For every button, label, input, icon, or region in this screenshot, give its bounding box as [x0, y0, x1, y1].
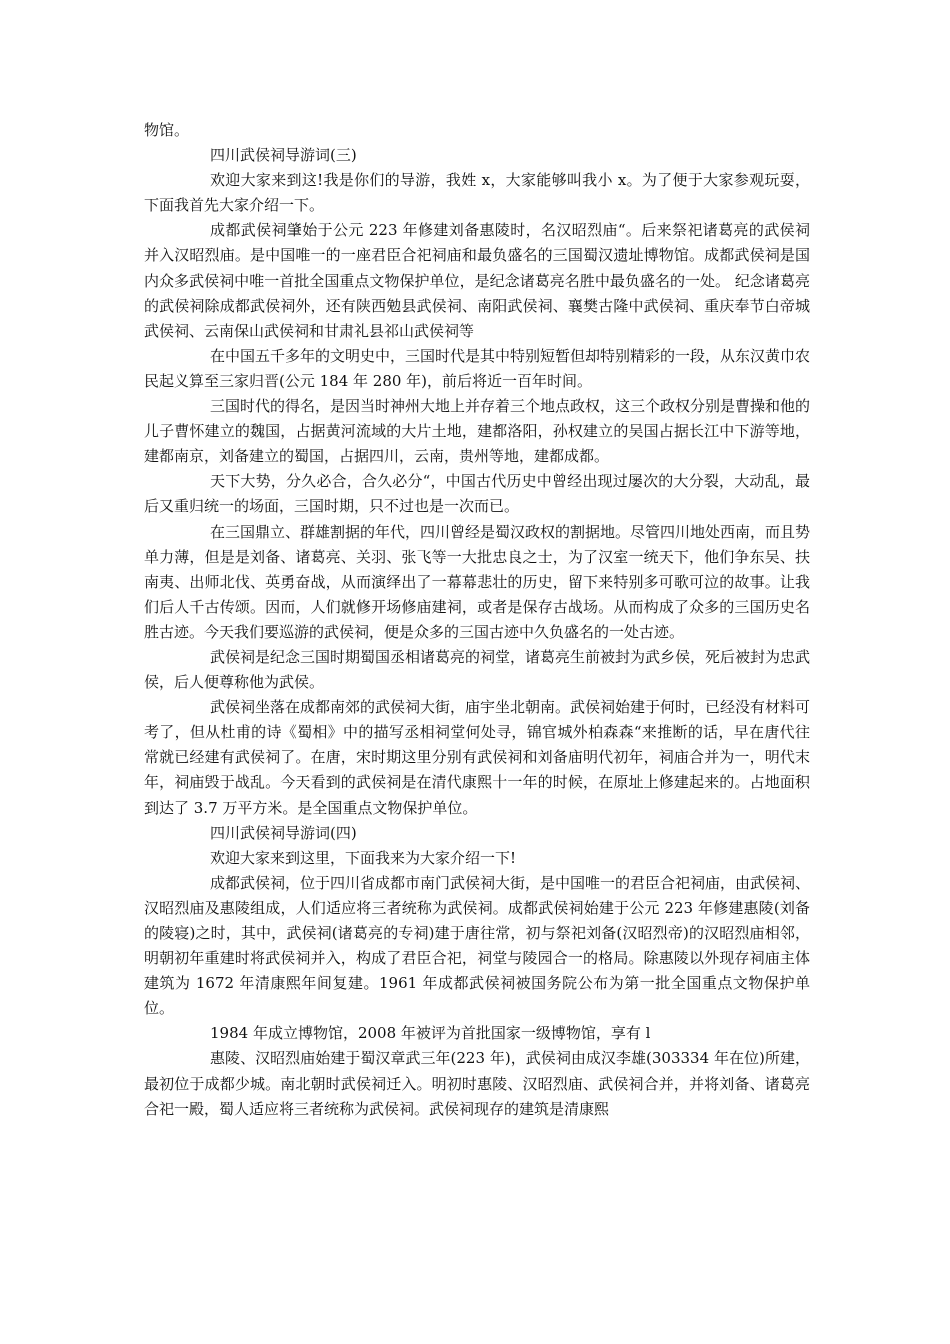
- document-body: [144, 118, 810, 1122]
- paragraph: 在中国五千多年的文明史中，三国时代是其中特别短暂但却特别精彩的一段，从东汉黄巾农民起义算至三家归晋(公元 184 年 280 年)，前后将近一百年时间。: [144, 346, 811, 390]
- paragraph: 成都武侯祠，位于四川省成都市南门武侯祠大街，是中国唯一的君臣合祀祠庙，由武侯祠、汉昭烈庙及惠陵组成，人们适应将三者统称为武侯祠。成都武侯祠始建于公元 223 年修建惠陵(刘备的陵寝)之时，其中，武侯祠(诸葛亮的专祠)建于唐往常，初与祭祀刘备(汉昭烈帝)的汉昭烈庙相邻，明朝初年重建时将武侯祠并入，构成了君臣合祀，祠堂与陵园合一的格局。除惠陵以外现存祠庙主体建筑为 1672 年清康熙年间复建。1961 年成都武侯祠被国务院公布为第一批全国重点文物保护单位。: [144, 873, 811, 1018]
- paragraph: 成都武侯祠肇始于公元 223 年修建刘备惠陵时，名汉昭烈庙“。后来祭祀诸葛亮的武侯祠并入汉昭烈庙。是中国唯一的一座君臣合祀祠庙和最负盛名的三国蜀汉遗址博物馆。成都武侯祠是国内众多武侯祠中唯一首批全国重点文物保护单位，是纪念诸葛亮名胜中最负盛名的一处。 纪念诸葛亮的武侯祠除成都武侯祠外，还有陕西勉县武侯祠、南阳武侯祠、襄樊古隆中武侯祠、重庆奉节白帝城武侯祠、云南保山武侯祠和甘肃礼县祁山武侯祠等: [144, 221, 810, 340]
- paragraph: 三国时代的得名，是因当时神州大地上并存着三个地点政权，这三个政权分别是曹操和他的儿子曹怀建立的魏国，占据黄河流域的大片土地，建都洛阳，孙权建立的吴国占据长江中下游等地，建都南京，刘备建立的蜀国，占据四川，云南，贵州等地，建都成都。: [144, 397, 811, 466]
- paragraph-continuation: 物馆。: [144, 121, 190, 139]
- paragraph: 惠陵、汉昭烈庙始建于蜀汉章武三年(223 年)，武侯祠由成汉李雄(303334 年在位)所建，最初位于成都少城。南北朝时武侯祠迁入。明初时惠陵、汉昭烈庙、武侯祠合并，并将刘备、诸葛亮合祀一殿，蜀人适应将三者统称为武侯祠。武侯祠现存的建筑是清康熙: [144, 1049, 810, 1118]
- paragraph: 1984 年成立博物馆，2008 年被评为首批国家一级博物馆，享有 l: [210, 1024, 651, 1043]
- paragraph: 在三国鼎立、群雄割据的年代，四川曾经是蜀汉政权的割据地。尽管四川地处西南，而且势单力薄，但是是刘备、诸葛亮、关羽、张飞等一大批忠良之士，为了汉室一统天下，他们争东吴、扶南夷、出师北伐、英勇奋战，从而演绎出了一幕幕悲壮的历史，留下来特别多可歌可泣的故事。让我们后人千古传颂。因而，人们就修开场修庙建祠，或者是保存古战场。从而构成了众多的三国历史名胜古迹。今天我们要巡游的武侯祠，便是众多的三国古迹中久负盛名的一处古迹。: [144, 522, 811, 641]
- section-heading-4: 四川武侯祠导游词(四): [210, 823, 357, 842]
- paragraph: 武侯祠是纪念三国时期蜀国丞相诸葛亮的祠堂，诸葛亮生前被封为武乡侯，死后被封为忠武侯，后人便尊称他为武侯。: [144, 647, 811, 692]
- paragraph: 天下大势，分久必合，合久必分“，中国古代历史中曾经出现过屡次的大分裂，大动乱，最后又重归统一的场面，三国时期，只不过也是一次而已。: [144, 472, 810, 516]
- section-heading-3: 四川武侯祠导游词(三): [210, 146, 357, 165]
- paragraph: 欢迎大家来到这!我是你们的导游，我姓 x，大家能够叫我小 x。为了便于大家参观玩耍，下面我首先大家介绍一下。: [144, 171, 810, 215]
- paragraph: 欢迎大家来到这里，下面我来为大家介绍一下!: [210, 848, 517, 867]
- paragraph: 武侯祠坐落在成都南郊的武侯祠大街，庙宇坐北朝南。武侯祠始建于何时，已经没有材料可考了，但从杜甫的诗《蜀相》中的描写丞相祠堂何处寻，锦官城外柏森森“来推断的话，早在唐代往常就已经建有武侯祠了。在唐，宋时期这里分别有武侯祠和刘备庙明代初年，祠庙合并为一，明代末年，祠庙毁于战乱。今天看到的武侯祠是在清代康熙十一年的时候，在原址上修建起来的。占地面积到达了 3.7 万平方米。是全国重点文物保护单位。: [144, 698, 811, 817]
